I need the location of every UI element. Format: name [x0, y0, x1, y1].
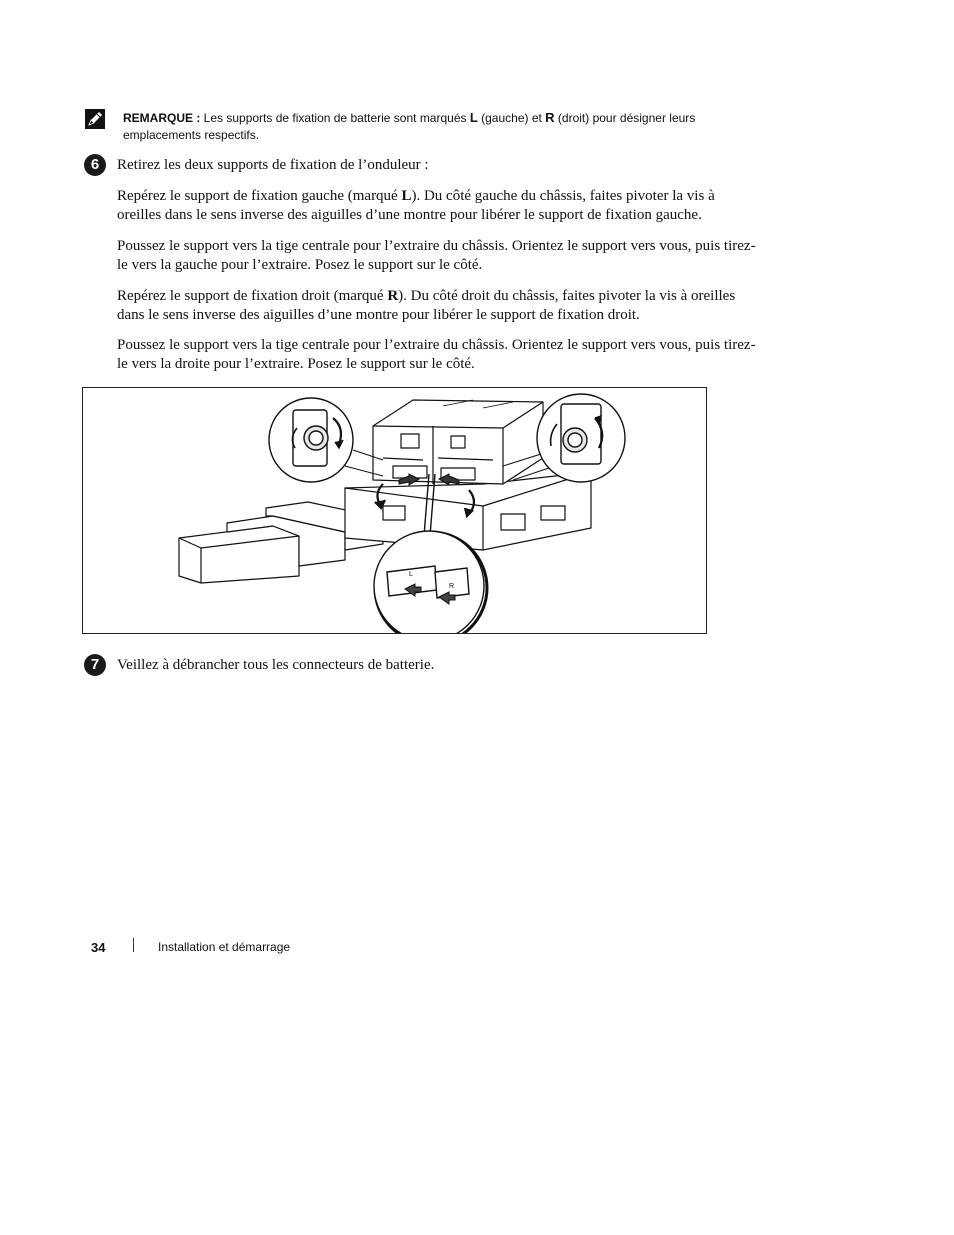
- paragraph-text: ). Du côté gauche du châssis, faites pivoter la vis à oreilles dans le sens inverse des aiguilles d’une montre pour libérer le support de fixation gauche.: [117, 188, 715, 223]
- zoom-circle-left: [269, 398, 383, 482]
- figure-label-right: R: [449, 583, 455, 590]
- page-number: 34: [91, 940, 106, 955]
- paragraph-text: ). Du côté droit du châssis, faites pivoter la vis à oreilles dans le sens inverse des aiguilles d’une montre pour libérer le support de fixation droit.: [117, 288, 736, 323]
- step-6-badge: 6: [84, 154, 106, 176]
- paragraph-left-remove: [117, 237, 757, 275]
- note-text: [123, 109, 763, 144]
- zoom-circle-bottom: [374, 531, 487, 633]
- step-6-text: Retirez les deux supports de fixation de l’onduleur :: [117, 157, 429, 173]
- paragraph-text: Poussez le support vers la tige centrale pour l’extraire du châssis. Orientez le support vers vous, puis tirez-le vers la droite pour l’extraire. Posez le support sur le côté.: [117, 337, 756, 372]
- bracket-removal-illustration: [82, 387, 707, 634]
- paragraph-left-locate: [117, 187, 757, 225]
- paragraph-text: Poussez le support vers la tige centrale pour l’extraire du châssis. Orientez le support vers vous, puis tirez-le vers la gauche pour l’extraire. Posez le support sur le côté.: [117, 238, 756, 273]
- note-text-part2: (gauche) et: [477, 111, 546, 125]
- paragraph-right-remove: [117, 336, 757, 374]
- note-text-part1: Les supports de fixation de batterie sont marqués: [200, 111, 470, 125]
- note-pencil-icon: [84, 108, 106, 130]
- figure-label-left: L: [409, 571, 413, 578]
- note-letter-right: R: [545, 110, 555, 125]
- ups-diagram-svg: [83, 388, 706, 633]
- paragraph-bold-letter: L: [401, 188, 412, 204]
- paragraph-text: Repérez le support de fixation gauche (marqué: [117, 188, 402, 204]
- step-7-text: Veillez à débrancher tous les connecteurs de batterie.: [117, 657, 435, 673]
- foam-block-front: [179, 526, 299, 583]
- paragraph-right-locate: [117, 287, 757, 325]
- paragraph-text: Repérez le support de fixation droit (marqué: [117, 288, 388, 304]
- footer-section-title: Installation et démarrage: [158, 940, 291, 954]
- paragraph-bold-letter: R: [387, 288, 399, 304]
- step-7-badge: 7: [84, 654, 106, 676]
- note-letter-left: L: [469, 110, 478, 125]
- note-text-part3: (droit) pour désigner leurs emplacements respectifs.: [123, 111, 696, 142]
- footer-divider: [133, 938, 134, 952]
- note-label: REMARQUE :: [123, 111, 201, 125]
